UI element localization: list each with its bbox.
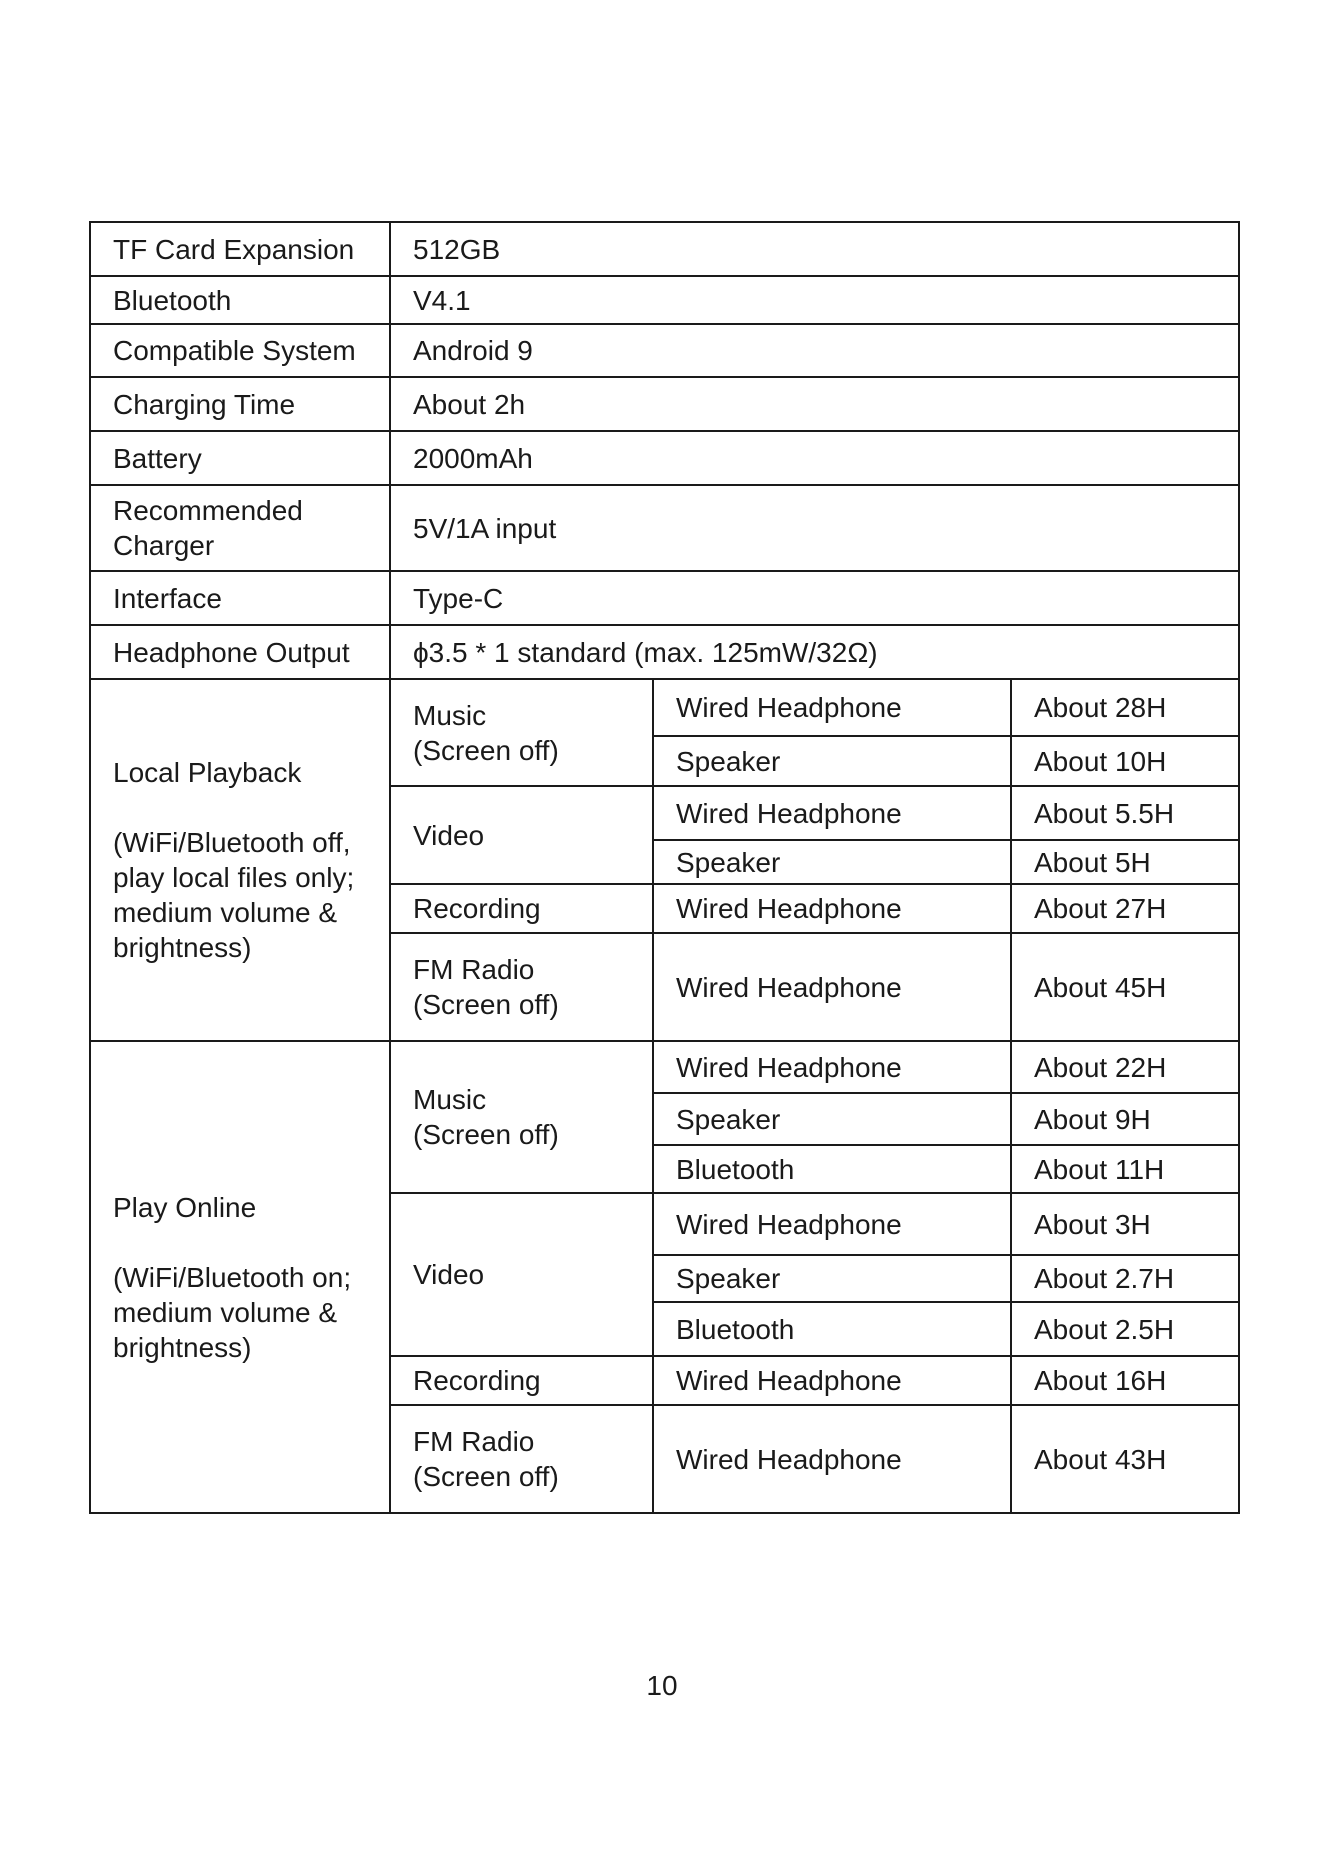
device-cell: Wired Headphone bbox=[653, 1193, 1011, 1255]
online-music-headphone-row bbox=[90, 1041, 1239, 1093]
spec-row-battery bbox=[90, 431, 1239, 485]
spec-row-headphone-output bbox=[90, 625, 1239, 679]
time-cell: About 2.7H bbox=[1011, 1255, 1239, 1302]
spec-row-recommended-charger bbox=[90, 485, 1239, 571]
device-cell: Wired Headphone bbox=[653, 679, 1011, 736]
spec-row-charging-time bbox=[90, 377, 1239, 431]
online-music-mode: Music (Screen off) bbox=[390, 1041, 653, 1193]
device-cell: Wired Headphone bbox=[653, 1405, 1011, 1513]
device-cell: Bluetooth bbox=[653, 1145, 1011, 1193]
spec-value: ϕ3.5 * 1 standard (max. 125mW/32Ω) bbox=[390, 625, 1239, 679]
spec-value: Type-C bbox=[390, 571, 1239, 625]
spec-label: TF Card Expansion bbox=[90, 222, 390, 276]
time-cell: About 9H bbox=[1011, 1093, 1239, 1145]
spec-table bbox=[89, 221, 1240, 1514]
device-cell: Wired Headphone bbox=[653, 884, 1011, 933]
device-cell: Speaker bbox=[653, 1255, 1011, 1302]
spec-value: 2000mAh bbox=[390, 431, 1239, 485]
spec-value: 5V/1A input bbox=[390, 485, 1239, 571]
time-cell: About 2.5H bbox=[1011, 1302, 1239, 1356]
local-playback-label: Local Playback (WiFi/Bluetooth off, play local files only; medium volume & brightness) bbox=[90, 679, 390, 1041]
time-cell: About 28H bbox=[1011, 679, 1239, 736]
spec-label: Battery bbox=[90, 431, 390, 485]
spec-value: 512GB bbox=[390, 222, 1239, 276]
local-recording-mode: Recording bbox=[390, 884, 653, 933]
device-cell: Wired Headphone bbox=[653, 786, 1011, 840]
spec-row-tf-card bbox=[90, 222, 1239, 276]
spec-value: About 2h bbox=[390, 377, 1239, 431]
spec-value: Android 9 bbox=[390, 324, 1239, 377]
time-cell: About 43H bbox=[1011, 1405, 1239, 1513]
time-cell: About 11H bbox=[1011, 1145, 1239, 1193]
spec-row-bluetooth bbox=[90, 276, 1239, 324]
play-online-label: Play Online (WiFi/Bluetooth on; medium volume & brightness) bbox=[90, 1041, 390, 1513]
spec-label: Charging Time bbox=[90, 377, 390, 431]
device-cell: Speaker bbox=[653, 840, 1011, 884]
local-music-mode: Music (Screen off) bbox=[390, 679, 653, 786]
device-cell: Wired Headphone bbox=[653, 1041, 1011, 1093]
page-number: 10 bbox=[646, 1670, 678, 1701]
spec-row-interface bbox=[90, 571, 1239, 625]
online-video-mode: Video bbox=[390, 1193, 653, 1356]
spec-row-compatible-system bbox=[90, 324, 1239, 377]
time-cell: About 3H bbox=[1011, 1193, 1239, 1255]
device-cell: Bluetooth bbox=[653, 1302, 1011, 1356]
device-cell: Wired Headphone bbox=[653, 933, 1011, 1041]
online-recording-mode: Recording bbox=[390, 1356, 653, 1405]
device-cell: Speaker bbox=[653, 736, 1011, 786]
time-cell: About 22H bbox=[1011, 1041, 1239, 1093]
time-cell: About 27H bbox=[1011, 884, 1239, 933]
local-fm-mode: FM Radio (Screen off) bbox=[390, 933, 653, 1041]
time-cell: About 10H bbox=[1011, 736, 1239, 786]
local-music-headphone-row bbox=[90, 679, 1239, 736]
online-fm-mode: FM Radio (Screen off) bbox=[390, 1405, 653, 1513]
spec-value: V4.1 bbox=[390, 276, 1239, 324]
local-video-mode: Video bbox=[390, 786, 653, 884]
device-cell: Wired Headphone bbox=[653, 1356, 1011, 1405]
device-cell: Speaker bbox=[653, 1093, 1011, 1145]
time-cell: About 16H bbox=[1011, 1356, 1239, 1405]
spec-label: Bluetooth bbox=[90, 276, 390, 324]
time-cell: About 5.5H bbox=[1011, 786, 1239, 840]
spec-label: Recommended Charger bbox=[90, 485, 390, 571]
spec-label: Interface bbox=[90, 571, 390, 625]
spec-label: Compatible System bbox=[90, 324, 390, 377]
spec-label: Headphone Output bbox=[90, 625, 390, 679]
time-cell: About 5H bbox=[1011, 840, 1239, 884]
time-cell: About 45H bbox=[1011, 933, 1239, 1041]
